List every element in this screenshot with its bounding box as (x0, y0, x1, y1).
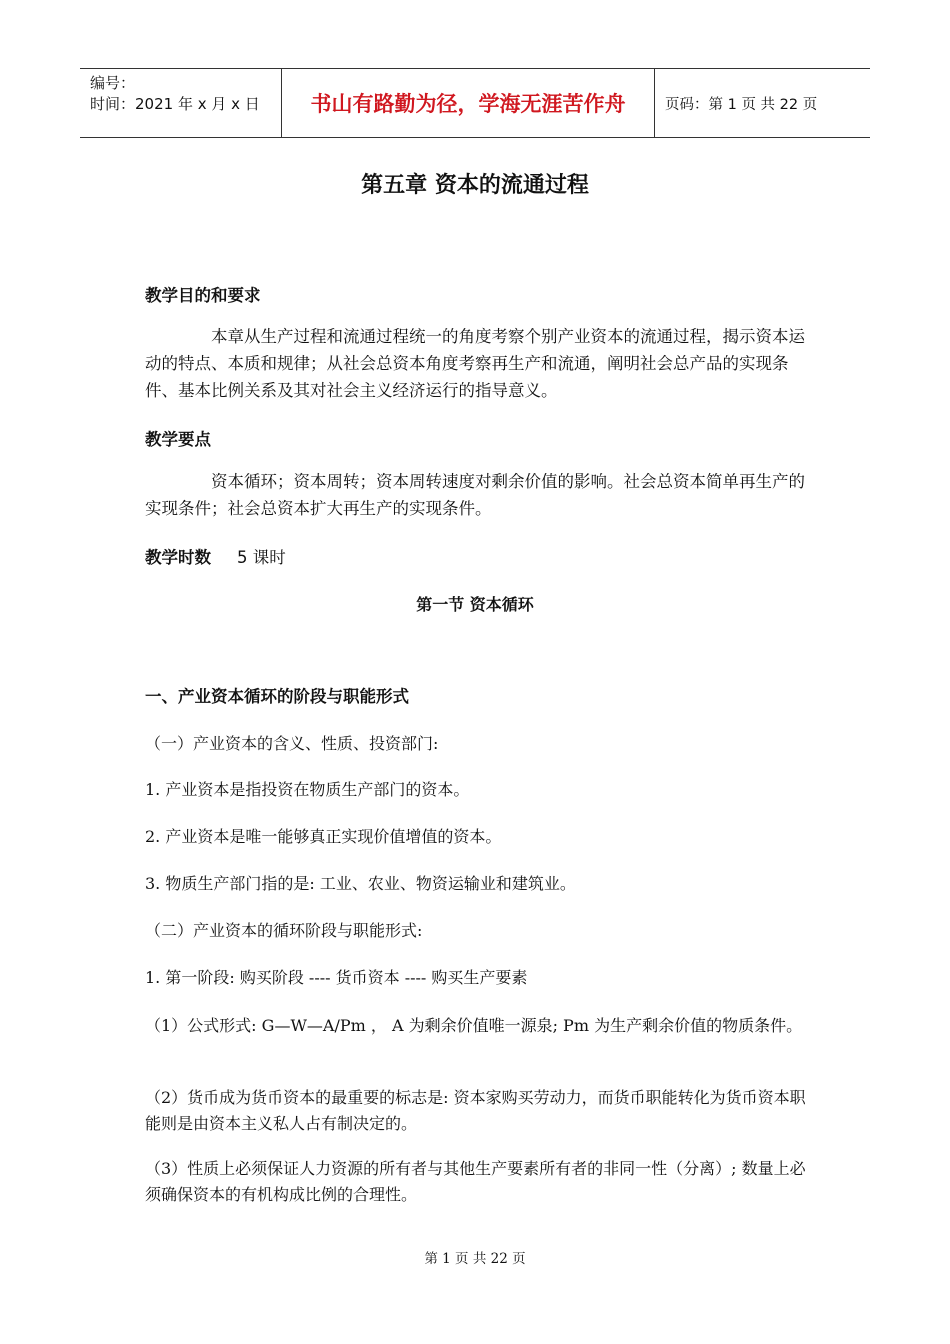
section-title: 第一节 资本循环 (416, 595, 534, 614)
time-label: 时间：2021 年 x 月 x 日 (90, 95, 260, 113)
hours-heading: 教学时数 (145, 548, 211, 567)
header-page-info: 页码：第 1 页 共 22 页 (665, 96, 818, 113)
content-heading-1: 一、产业资本循环的阶段与职能形式 (145, 687, 409, 706)
chapter-title: 第五章 资本的流通过程 (361, 173, 589, 198)
content-item-1: 1. 产业资本是指投资在物质生产部门的资本。 (145, 780, 470, 799)
content-sub-2: （二）产业资本的循环阶段与职能形式: (145, 921, 423, 940)
content-item-3: 3. 物质生产部门指的是: 工业、农业、物资运输业和建筑业。 (145, 874, 576, 893)
key-points-heading: 教学要点 (145, 430, 211, 449)
page-footer: 第 1 页 共 22 页 (424, 1251, 526, 1267)
content-point-1: （1）公式形式: G—W—A/Pm ， A 为剩余价值唯一源泉; Pm 为生产剩余价值的物质条件。 (145, 1016, 803, 1035)
content-point-2: （2）货币成为货币资本的最重要的标志是: 资本家购买劳动力，而货币职能转化为货币资本职能则是由资本主义私人占有制决定的。 (145, 1088, 806, 1133)
header-motto: 书山有路勤为径，学海无涯苦作舟 (281, 69, 655, 137)
hours-value: 5 课时 (237, 548, 286, 567)
content-stage-1: 1. 第一阶段: 购买阶段 ---- 货币资本 ---- 购买生产要素 (145, 968, 528, 987)
hours-row (145, 544, 286, 568)
objectives-text: 本章从生产过程和流通过程统一的角度考察个别产业资本的流通过程，揭示资本运动的特点、本质和规律；从社会总资本角度考察再生产和流通，阐明社会总产品的实现条件、基本比例关系及其对社会主义经济运行的指导意义。 (145, 327, 805, 400)
content-point-3: （3）性质上必须保证人力资源的所有者与其他生产要素所有者的非同一性（分离）; 数量上必须确保资本的有机构成比例的合理性。 (145, 1159, 806, 1204)
objectives-heading: 教学目的和要求 (145, 286, 261, 305)
header-meta (80, 69, 281, 137)
number-label: 编号： (90, 74, 136, 92)
content-item-2: 2. 产业资本是唯一能够真正实现价值增值的资本。 (145, 827, 502, 846)
content-sub-1: （一）产业资本的含义、性质、投资部门: (145, 734, 439, 753)
header-table (80, 68, 870, 138)
key-points-text: 资本循环；资本周转；资本周转速度对剩余价值的影响。社会总资本简单再生产的实现条件；社会总资本扩大再生产的实现条件。 (145, 472, 805, 518)
